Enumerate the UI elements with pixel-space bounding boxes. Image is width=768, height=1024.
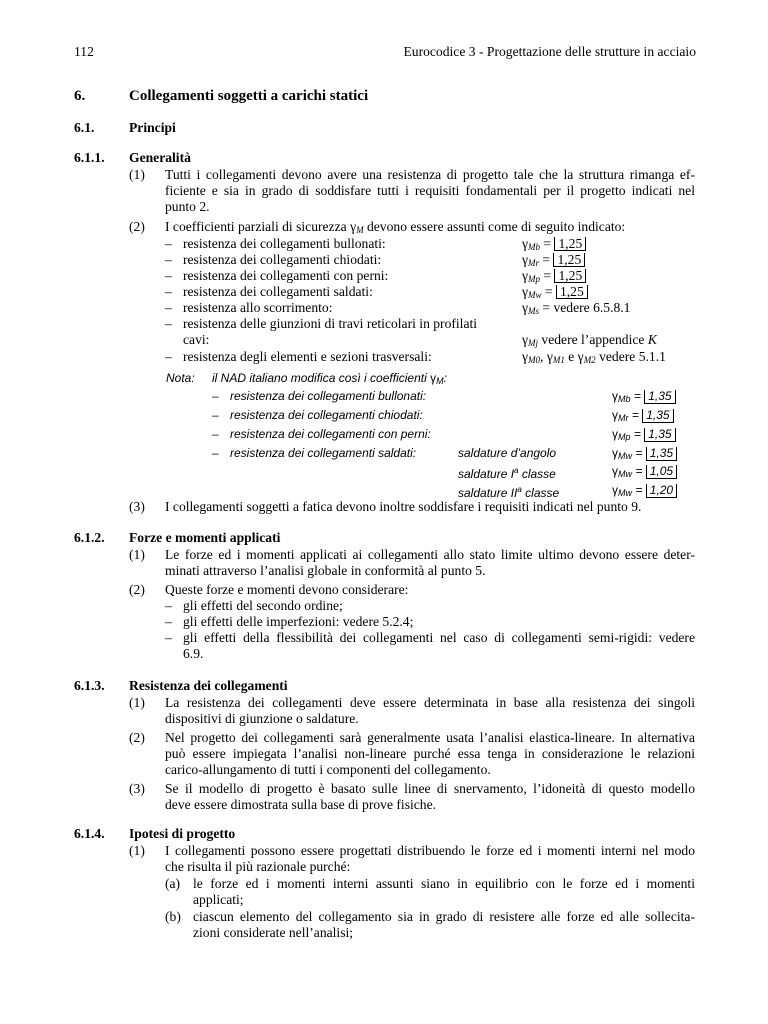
- note-coefficient: $\gamma_{Mr} = 1,35$: [612, 407, 674, 426]
- dash-bullet: –: [165, 236, 172, 251]
- paragraph-line: I coefficienti parziali di sicurezza $\gamma_M$ devono essere assunti come di seguito indicato:: [165, 219, 626, 235]
- paragraph-number: (3): [129, 499, 145, 514]
- list-item-label: applicati;: [193, 892, 244, 907]
- paragraph-line: dispositivi di giunzione o saldature.: [165, 711, 359, 726]
- note-coefficient: $\gamma_{Mb} = 1,35$: [612, 388, 676, 407]
- coefficient-value: $\gamma_{M0}$, $\gamma_{M1}$ e $\gamma_{M2}$ vedere 5.1.1: [522, 349, 666, 365]
- running-title: Eurocodice 3 - Progettazione delle strutture in acciaio: [403, 44, 696, 59]
- list-item-label: resistenza dei collegamenti saldati:: [183, 284, 373, 299]
- subsection-number: 6.1.: [74, 120, 95, 135]
- note-coefficient: $\gamma_{Mw} = 1,05$: [612, 463, 677, 482]
- list-item-label: ciascun elemento del collegamento sia in grado di resistere alle forze ed alle sollecita-: [193, 909, 695, 924]
- paragraph-line: può essere impiegata l’analisi non-lineare purché essa tenga in considerazione le relazioni: [165, 746, 695, 761]
- paragraph-line: Queste forze e momenti devono considerare:: [165, 582, 409, 597]
- weld-type: saldature $I^a$ classe: [458, 466, 556, 481]
- list-item-label: cavi:: [183, 332, 210, 347]
- coefficient-value: $\gamma_{Mw} = 1,25$: [522, 284, 588, 303]
- dash-bullet: –: [165, 614, 172, 629]
- dash-bullet: –: [212, 408, 219, 422]
- paragraph-line: Le forze ed i momenti applicati ai collegamenti allo stato limite ultimo devono essere deter-: [165, 547, 695, 562]
- subsection-title: Ipotesi di progetto: [129, 826, 236, 841]
- paragraph-line: carico-allungamento di tutti i componenti del collegamento.: [165, 762, 491, 777]
- paragraph-number: (2): [129, 219, 145, 234]
- dash-bullet: –: [212, 389, 219, 403]
- dash-bullet: –: [212, 427, 219, 441]
- list-item-label: gli effetti del secondo ordine;: [183, 598, 343, 613]
- paragraph-number: (3): [129, 781, 145, 796]
- subsection-title: Forze e momenti applicati: [129, 530, 281, 545]
- list-letter: (b): [165, 909, 181, 924]
- paragraph-line: ficiente e sia in grado di soddisfare tutti i requisiti fondamentali per il progetto indicati nel: [165, 183, 695, 198]
- paragraph-line: I collegamenti possono essere progettati distribuendo le forze ed i momenti interni nel modo: [165, 843, 695, 858]
- paragraph-number: (1): [129, 843, 145, 858]
- list-item-label: 6.9.: [183, 646, 204, 661]
- paragraph-line: punto 2.: [165, 199, 210, 214]
- paragraph-line: La resistenza dei collegamenti deve essere determinata in base alla resistenza dei singoli: [165, 695, 695, 710]
- paragraph-number: (2): [129, 730, 145, 745]
- note-item-label: resistenza dei collegamenti bullonati:: [230, 389, 427, 403]
- dash-bullet: –: [165, 349, 172, 364]
- note-coefficient: $\gamma_{Mw} = 1,20$: [612, 482, 677, 501]
- list-item-label: gli effetti della flessibilità dei collegamenti nel caso di collegamenti semi-rigidi: vedere: [183, 630, 695, 645]
- coefficient-value: $\gamma_{Mb} = 1,25$: [522, 236, 586, 255]
- paragraph-number: (1): [129, 167, 145, 182]
- list-letter: (a): [165, 876, 181, 891]
- note-label: Nota:: [166, 371, 195, 385]
- note-item-label: resistenza dei collegamenti con perni:: [230, 427, 431, 441]
- list-item-label: resistenza delle giunzioni di travi reticolari in profilati: [183, 316, 478, 331]
- paragraph-line: minati attraverso l’analisi globale in conformità al punto 5.: [165, 563, 486, 578]
- dash-bullet: –: [165, 268, 172, 283]
- subsection-title: Generalità: [129, 150, 191, 165]
- dash-bullet: –: [165, 252, 172, 267]
- list-item-label: resistenza dei collegamenti con perni:: [183, 268, 389, 283]
- paragraph-line: deve essere dimostrata sulla base di prove fisiche.: [165, 797, 437, 812]
- coefficient-value: $\gamma_{Ms}$ = vedere 6.5.8.1: [522, 300, 631, 316]
- list-item-label: resistenza allo scorrimento:: [183, 300, 333, 315]
- subsection-number: 6.1.1.: [74, 150, 105, 165]
- paragraph-line: Tutti i collegamenti devono avere una resistenza di progetto tale che la struttura rimanga ef-: [165, 167, 695, 182]
- paragraph-number: (1): [129, 547, 145, 562]
- subsection-number: 6.1.3.: [74, 678, 105, 693]
- subsection-title: Resistenza dei collegamenti: [129, 678, 288, 693]
- list-item-label: zioni considerate nell’analisi;: [193, 925, 354, 940]
- paragraph-line: che risulta il più razionale purché:: [165, 859, 351, 874]
- coefficient-value: $\gamma_{Mr} = 1,25$: [522, 252, 585, 271]
- paragraph-number: (1): [129, 695, 145, 710]
- subsection-number: 6.1.4.: [74, 826, 105, 841]
- dash-bullet: –: [165, 284, 172, 299]
- dash-bullet: –: [165, 300, 172, 315]
- list-item-label: resistenza dei collegamenti chiodati:: [183, 252, 382, 267]
- note-text: il NAD italiano modifica così i coefficienti $\gamma_M$:: [212, 371, 447, 386]
- coefficient-value: $\gamma_{Mp} = 1,25$: [522, 268, 586, 287]
- section-title: Collegamenti soggetti a carichi statici: [129, 88, 369, 104]
- note-item-label: resistenza dei collegamenti saldati:: [230, 446, 417, 460]
- paragraph-line: I collegamenti soggetti a fatica devono inoltre soddisfare i requisiti indicati nel punto 9.: [165, 499, 642, 514]
- dash-bullet: –: [165, 316, 172, 331]
- list-item-label: le forze ed i momenti interni assunti siano in equilibrio con le forze ed i momenti: [193, 876, 695, 891]
- list-item-label: resistenza degli elementi e sezioni trasversali:: [183, 349, 432, 364]
- note-item-label: resistenza dei collegamenti chiodati:: [230, 408, 423, 422]
- paragraph-line: Nel progetto dei collegamenti sarà generalmente usata l’analisi elastica-lineare. In alternativa: [165, 730, 695, 745]
- weld-type: saldature d’angolo: [458, 446, 557, 460]
- list-item-label: gli effetti delle imperfezioni: vedere 5.2.4;: [183, 614, 414, 629]
- subsection-number: 6.1.2.: [74, 530, 105, 545]
- weld-type: saldature $II^a$ classe: [458, 485, 560, 500]
- paragraph-number: (2): [129, 582, 145, 597]
- section-number: 6.: [74, 88, 86, 104]
- list-item-label: resistenza dei collegamenti bullonati:: [183, 236, 386, 251]
- note-coefficient: $\gamma_{Mp} = 1,35$: [612, 426, 676, 445]
- page-number: 112: [74, 44, 94, 59]
- dash-bullet: –: [165, 630, 172, 645]
- dash-bullet: –: [165, 598, 172, 613]
- note-coefficient: $\gamma_{Mw} = 1,35$: [612, 445, 677, 464]
- dash-bullet: –: [212, 446, 219, 460]
- paragraph-line: Se il modello di progetto è basato sulle linee di snervamento, l’idoneità di questo modello: [165, 781, 695, 796]
- subsection-title: Principi: [129, 120, 176, 135]
- coefficient-value: $\gamma_{Mj}$ vedere l’appendice K: [522, 332, 657, 348]
